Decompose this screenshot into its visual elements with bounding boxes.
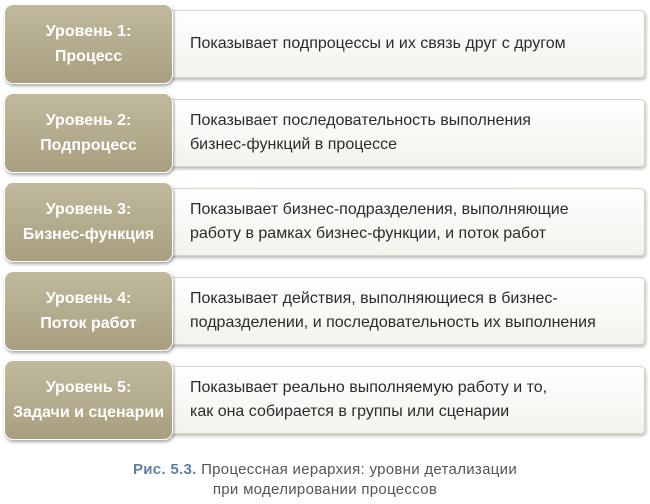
level-2-box xyxy=(4,93,173,173)
level-4-title: Уровень 4: xyxy=(45,290,132,307)
level-5-description: Показывает реально выполняемую работу и то, как она собирается в группы или сценарии xyxy=(190,379,548,420)
level-row-3 xyxy=(4,182,646,262)
level-2-name: Подпроцесс xyxy=(40,137,137,154)
level-2-description: Показывает последовательность выполнения бизнес-функций в процессе xyxy=(190,112,531,153)
caption-line-1 xyxy=(0,460,650,480)
level-1-description-box xyxy=(159,10,645,78)
level-1-title: Уровень 1: xyxy=(45,23,132,40)
level-3-description-box xyxy=(159,188,645,256)
level-row-1 xyxy=(4,4,646,84)
level-row-4 xyxy=(4,271,646,351)
level-5-name: Задачи и сценарии xyxy=(12,404,165,421)
caption-line-2: при моделировании процессов xyxy=(212,481,438,498)
caption-label: Рис. 5.3. xyxy=(132,461,197,478)
level-hierarchy xyxy=(4,4,646,449)
level-3-box xyxy=(4,182,173,262)
figure-caption xyxy=(0,460,650,500)
level-1-name: Процесс xyxy=(54,48,123,65)
level-4-description-box xyxy=(159,277,645,345)
level-5-title: Уровень 5: xyxy=(45,379,132,396)
level-row-2 xyxy=(4,93,646,173)
level-2-description-box xyxy=(159,99,645,167)
level-1-description: Показывает подпроцессы и их связь друг с другом xyxy=(190,35,566,52)
level-1-box xyxy=(4,4,173,84)
level-3-description: Показывает бизнес-подразделения, выполняющие работу в рамках бизнес-функции, и поток работ xyxy=(190,201,569,242)
level-4-box xyxy=(4,271,173,351)
caption-text-1: Процессная иерархия: уровни детализации xyxy=(201,461,517,478)
level-row-5 xyxy=(4,360,646,440)
level-2-title: Уровень 2: xyxy=(45,112,132,129)
level-3-name: Бизнес-функция xyxy=(22,226,155,243)
level-5-box xyxy=(4,360,173,440)
level-3-title: Уровень 3: xyxy=(45,201,132,218)
level-4-description: Показывает действия, выполняющиеся в бизнес- подразделении, и последовательность их выполнения xyxy=(190,290,596,331)
level-4-name: Поток работ xyxy=(40,315,137,332)
level-5-description-box xyxy=(159,366,645,434)
